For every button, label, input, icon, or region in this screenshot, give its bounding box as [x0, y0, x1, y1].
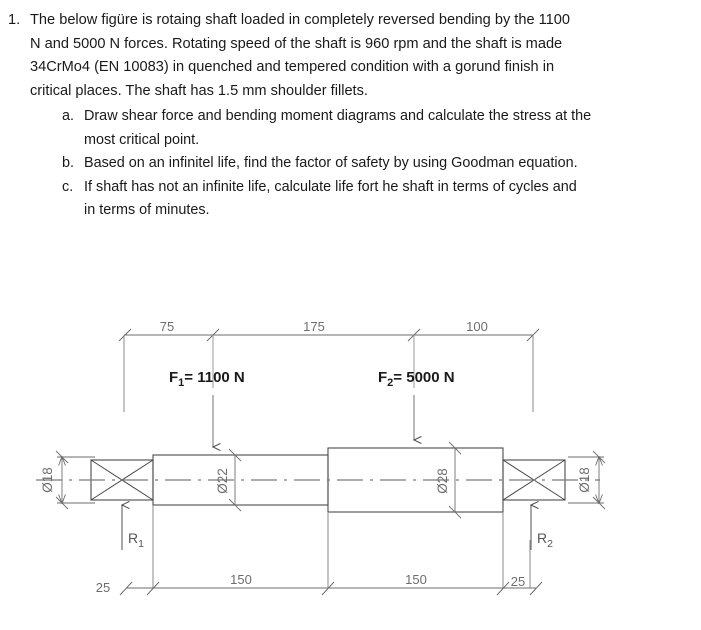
reaction-1-subscript: 1	[138, 538, 144, 550]
bottom-dimension-label-25-left: 25	[95, 580, 111, 595]
top-dimension-label-175: 175	[303, 319, 325, 334]
question-block	[0, 0, 701, 223]
svg-text:R2	[537, 530, 553, 550]
top-dimension-label-75: 75	[159, 319, 175, 334]
sub-question-a	[62, 105, 701, 129]
sub-question-a-label: a.	[62, 108, 75, 124]
top-dimension-label-100: 100	[466, 319, 488, 334]
svg-text:F1= 1100 N	[169, 369, 245, 389]
sub-question-c-text-2: in terms of minutes.	[84, 202, 210, 218]
shaft-technical-drawing	[0, 300, 701, 630]
question-intro-line	[0, 33, 701, 57]
question-intro-text-4: critical places. The shaft has 1.5 mm shoulder fillets.	[30, 82, 368, 99]
sub-question-b-label: b.	[62, 155, 75, 171]
question-intro-line	[0, 80, 701, 104]
question-intro-line	[0, 56, 701, 80]
question-number: 1.	[8, 12, 21, 28]
force-1-subscript: 1	[178, 377, 185, 389]
svg-text:F2= 5000 N	[378, 369, 455, 389]
bottom-dimension-line	[96, 505, 542, 595]
sub-question-c-label: c.	[62, 178, 74, 195]
sub-question-c	[62, 199, 701, 223]
question-intro-text-2: N and 5000 N forces. Rotating speed of the shaft is 960 rpm and the shaft is made	[30, 35, 563, 52]
reaction-2-subscript: 2	[547, 538, 553, 550]
reaction-2-name: R	[537, 530, 548, 546]
top-dimension-line	[119, 319, 539, 412]
sub-question-b-text-1: Based on an infinitel life, find the factor of safety by using Goodman equation.	[84, 155, 578, 171]
reaction-label-r1	[128, 530, 144, 550]
question-intro-text-1: The below figüre is rotaing shaft loaded in completely reversed bending by the 1100	[30, 12, 571, 28]
force-2-value: = 5000 N	[393, 369, 455, 386]
diameter-label-d28: Ø28	[435, 468, 450, 494]
svg-text:R1	[128, 530, 144, 550]
diameter-label-right-18: Ø18	[577, 467, 592, 493]
sub-question-c	[62, 176, 701, 200]
sub-question-a-text-2: most critical point.	[84, 131, 200, 148]
sub-question-b	[62, 152, 701, 176]
diameter-label-d22: Ø22	[215, 468, 230, 494]
reaction-1-name: R	[128, 530, 139, 546]
diameter-dimension-d22	[215, 449, 241, 511]
force-1-value: = 1100 N	[184, 369, 245, 386]
question-intro-line	[0, 0, 701, 33]
force-2-name: F	[378, 369, 388, 386]
force-1-name: F	[169, 369, 179, 386]
question-intro-text-3: 34CrMo4 (EN 10083) in quenched and tempered condition with a gorund finish in	[30, 59, 555, 75]
force-label-f1	[169, 369, 245, 389]
sub-question-a-text-1: Draw shear force and bending moment diagrams and calculate the stress at the	[84, 108, 592, 124]
bottom-dimension-label-25-right: 25	[510, 574, 526, 589]
sub-question-c-text-1: If shaft has not an infinite life, calculate life fort he shaft in terms of cycles and	[84, 178, 577, 195]
sub-question-a	[62, 129, 701, 153]
force-label-f2	[378, 369, 455, 389]
bottom-dimension-label-150-left: 150	[230, 572, 252, 587]
diameter-label-left-18: Ø18	[40, 467, 55, 493]
sub-question-list	[0, 105, 701, 223]
force-2-subscript: 2	[387, 377, 394, 389]
bottom-dimension-label-150-right: 150	[405, 572, 427, 587]
reaction-label-r2	[537, 530, 553, 550]
